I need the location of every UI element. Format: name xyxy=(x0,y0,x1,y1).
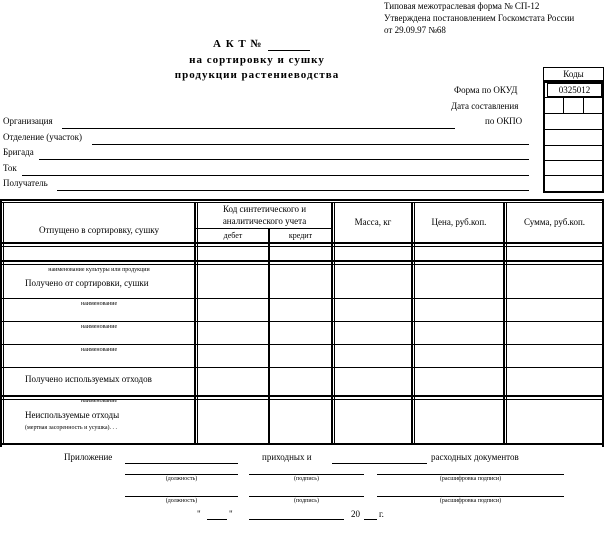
row-line xyxy=(2,260,604,262)
position-caption-2: (должность) xyxy=(165,498,198,504)
row6-small: наименование xyxy=(80,398,118,404)
code-subheader-line xyxy=(196,228,332,229)
header-sum: Сумма, руб.коп. xyxy=(523,217,586,227)
month-field[interactable] xyxy=(249,519,344,520)
recipient-label: Получатель xyxy=(3,178,48,188)
signature-caption-2: (подпись) xyxy=(294,498,319,504)
okud-value: 0325012 xyxy=(558,85,591,95)
attachment-count-field[interactable] xyxy=(125,463,238,464)
header-bottom-line xyxy=(2,242,604,244)
department-field[interactable] xyxy=(92,144,529,145)
act-subtitle-2: продукции растениеводства xyxy=(174,69,340,81)
codes-divider xyxy=(545,160,604,161)
header-debit: дебет xyxy=(223,231,243,240)
codes-header-cell xyxy=(543,67,604,81)
col-sep-3 xyxy=(331,202,333,443)
incoming-label: приходных и xyxy=(262,452,312,462)
main-table xyxy=(0,199,604,447)
position-field-2[interactable] xyxy=(125,496,238,497)
brigade-field[interactable] xyxy=(39,159,529,160)
position-field-1[interactable] xyxy=(125,474,238,475)
header-code-1: Код синтетического и xyxy=(222,204,307,214)
year-suffix: г. xyxy=(379,509,384,519)
act-number-field[interactable] xyxy=(268,50,310,51)
okpo-label: по ОКПО xyxy=(485,116,523,126)
codes-divider xyxy=(545,129,604,130)
outgoing-count-field[interactable] xyxy=(332,463,427,464)
table-top-border-inner xyxy=(2,202,604,203)
recipient-field[interactable] xyxy=(57,190,529,191)
row-line-inner xyxy=(2,264,604,265)
table-bottom-border xyxy=(0,443,604,445)
codes-divider xyxy=(545,97,604,98)
decoding-field-1[interactable] xyxy=(377,474,564,475)
decoding-caption-1: (расшифровка подписи) xyxy=(439,476,502,482)
table-left-border xyxy=(0,199,2,447)
header-credit: кредит xyxy=(288,231,313,240)
col-sep-3b xyxy=(334,202,335,443)
signature-caption-1: (подпись) xyxy=(294,476,319,482)
form-date-line: от 29.09.97 №68 xyxy=(384,25,446,35)
act-subtitle: на сортировку и сушку xyxy=(189,54,325,66)
col-sep-1 xyxy=(194,202,196,443)
col-sep-5 xyxy=(503,202,505,443)
decoding-field-2[interactable] xyxy=(377,496,564,497)
row1-main: Получено от сортировки, сушки xyxy=(25,278,149,288)
col-sep-5b xyxy=(506,202,507,443)
current-label: Ток xyxy=(3,163,17,173)
brigade-label: Бригада xyxy=(3,147,34,157)
decoding-caption-2: (расшифровка подписи) xyxy=(439,498,502,504)
signature-field-1[interactable] xyxy=(249,474,364,475)
row-line xyxy=(2,298,604,299)
form-type-line: Типовая межотраслевая форма № СП-12 xyxy=(384,1,540,11)
row2-small: наименование xyxy=(80,301,118,307)
year-field[interactable] xyxy=(364,519,377,520)
position-caption-1: (должность) xyxy=(165,476,198,482)
codes-header: Коды xyxy=(563,69,584,79)
signature-field-2[interactable] xyxy=(249,496,364,497)
header-code-2: аналитического учета xyxy=(222,216,307,226)
row-line xyxy=(2,344,604,345)
date-quote-open: " xyxy=(197,509,201,519)
row6-main: Неиспользуемые отходы xyxy=(25,410,120,420)
form-approval-line: Утверждена постановлением Госкомстата России xyxy=(384,13,575,23)
date-divider-2 xyxy=(583,97,584,113)
date-label: Дата составления xyxy=(451,101,519,111)
row6-note: (мертвая засоренность и усушка). . . xyxy=(25,425,118,431)
header-bottom-line-inner xyxy=(2,246,604,247)
row-line xyxy=(2,321,604,322)
header-dispatched: Отпущено в сортировку, сушку xyxy=(38,225,159,235)
row5-main: Получено используемых отходов xyxy=(25,374,152,384)
row3-small: наименование xyxy=(80,324,118,330)
organization-label: Организация xyxy=(3,116,53,126)
okud-label: Форма по ОКУД xyxy=(454,85,518,95)
table-left-border-inner xyxy=(3,202,4,444)
header-price: Цена, руб.коп. xyxy=(431,217,487,227)
row1-small: наименование культуры или продукции xyxy=(48,267,150,273)
row-line xyxy=(2,367,604,368)
date-divider-1 xyxy=(563,97,564,113)
okud-cell xyxy=(547,83,602,97)
department-label: Отделение (участок) xyxy=(3,132,82,142)
col-sep-4 xyxy=(411,202,413,443)
day-field[interactable] xyxy=(207,519,227,520)
organization-field[interactable] xyxy=(62,128,455,129)
year-prefix: 20 xyxy=(351,509,360,519)
outgoing-label: расходных документов xyxy=(431,452,519,462)
header-mass: Масса, кг xyxy=(354,217,392,227)
current-field[interactable] xyxy=(22,175,529,176)
attachment-label: Приложение xyxy=(64,452,113,462)
codes-divider xyxy=(545,145,604,146)
act-title: А К Т № xyxy=(213,38,263,50)
table-top-border xyxy=(0,199,604,201)
row-line xyxy=(2,395,604,397)
col-sep-4b xyxy=(414,202,415,443)
date-quote-close: " xyxy=(229,509,233,519)
codes-divider xyxy=(545,175,604,176)
codes-divider xyxy=(545,113,604,114)
row4-small: наименование xyxy=(80,347,118,353)
